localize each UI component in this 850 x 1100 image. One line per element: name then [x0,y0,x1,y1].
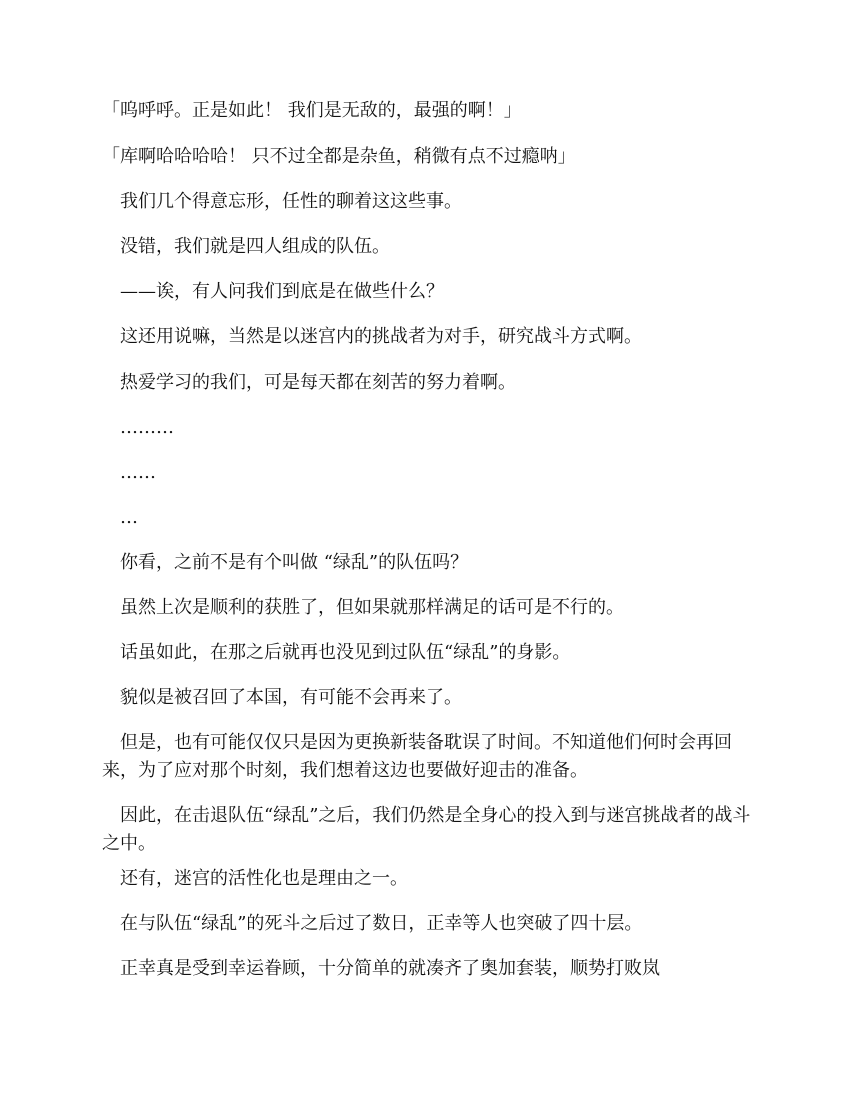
paragraph-13: 话虽如此，在那之后就再也没见到过队伍“绿乱”的身影。 [120,642,571,663]
paragraph-16: 因此，在击退队伍“绿乱”之后，我们仍然是全身心的投入到与迷宫挑战者的战斗之中。 [102,805,751,854]
paragraph-7: 热爱学习的我们，可是每天都在刻苦的努力着啊。 [120,372,516,393]
paragraph-1: 「呜呼呼。正是如此！ 我们是无敌的，最强的啊！」 [102,100,522,121]
paragraph-15: 但是，也有可能仅仅只是因为更换新装备耽误了时间。不知道他们何时会再回来，为了应对那个时刻，我们想着这边也要做好迎击的准备。 [102,732,732,781]
paragraph-5: ——诶，有人问我们到底是在做些什么？ [120,281,444,302]
paragraph-17: 还有，迷宫的活性化也是理由之一。 [120,868,408,889]
paragraph-10: … [120,507,138,528]
paragraph-4: 没错，我们就是四人组成的队伍。 [120,236,390,257]
paragraph-19: 正幸真是受到幸运眷顾，十分简单的就凑齐了奥加套装，顺势打败岚 [120,958,660,979]
paragraph-12: 虽然上次是顺利的获胜了，但如果就那样满足的话可是不行的。 [120,597,624,618]
paragraph-18: 在与队伍“绿乱”的死斗之后过了数日，正幸等人也突破了四十层。 [120,913,643,934]
paragraph-2: 「库啊哈哈哈哈！ 只不过全都是杂鱼，稍微有点不过瘾呐」 [102,146,576,167]
paragraph-6: 这还用说嘛，当然是以迷宫内的挑战者为对手，研究战斗方式啊。 [120,326,642,347]
paragraph-8: ……… [120,417,174,438]
paragraph-14: 貌似是被召回了本国，有可能不会再来了。 [120,687,462,708]
paragraph-11: 你看，之前不是有个叫做 “绿乱”的队伍吗？ [120,552,469,573]
paragraph-9: …… [120,462,156,483]
paragraph-3: 我们几个得意忘形，任性的聊着这这些事。 [120,191,462,212]
